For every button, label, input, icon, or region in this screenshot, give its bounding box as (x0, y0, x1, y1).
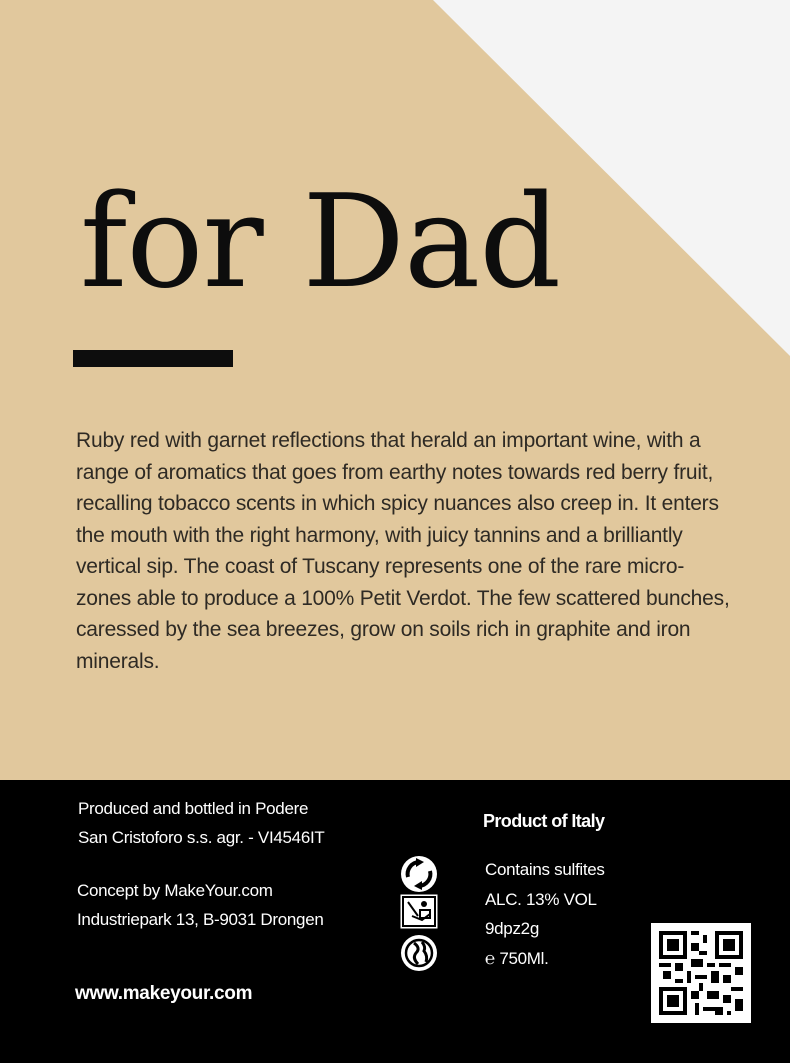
globe-icon (400, 934, 438, 972)
lot-text: 9dpz2g (485, 919, 539, 938)
label-footer (0, 780, 790, 1063)
producer-info: Produced and bottled in Podere San Cristoforo s.s. agr. - VI4546IT (78, 799, 325, 847)
spec-list (485, 855, 605, 973)
origin-label: Product of Italy (483, 811, 605, 831)
alcohol-text: ALC. 13% VOL (485, 889, 597, 909)
bin-disposal-icon (400, 894, 438, 929)
qr-code-icon (651, 923, 751, 1023)
volume-text: ℮ 750Ml. (485, 948, 549, 968)
recycle-icon (400, 855, 438, 893)
website-link[interactable]: www.makeyour.com (75, 983, 253, 1004)
label-title: for Dad (80, 168, 561, 317)
title-underline (73, 350, 233, 367)
wine-description: Ruby red with garnet reflections that herald an important wine, with a range of aromatics that goes from earthy notes towards red berry fruit, recalling tobacco scents in which spicy nuances also creep in. It enters the mouth with the right harmony, with juicy tannins and a brilliantly vertical sip. The coast of Tuscany represents one of the rare micro-zones able to produce a 100% Petit Verdot. The few scattered bunches, caressed by the sea breezes, grow on soils rich in graphite and iron minerals. (76, 429, 730, 673)
concept-info: Concept by MakeYour.com Industriepark 13, B-9031 Drongen (77, 881, 324, 929)
sulfites-text: Contains sulfites (485, 860, 605, 879)
